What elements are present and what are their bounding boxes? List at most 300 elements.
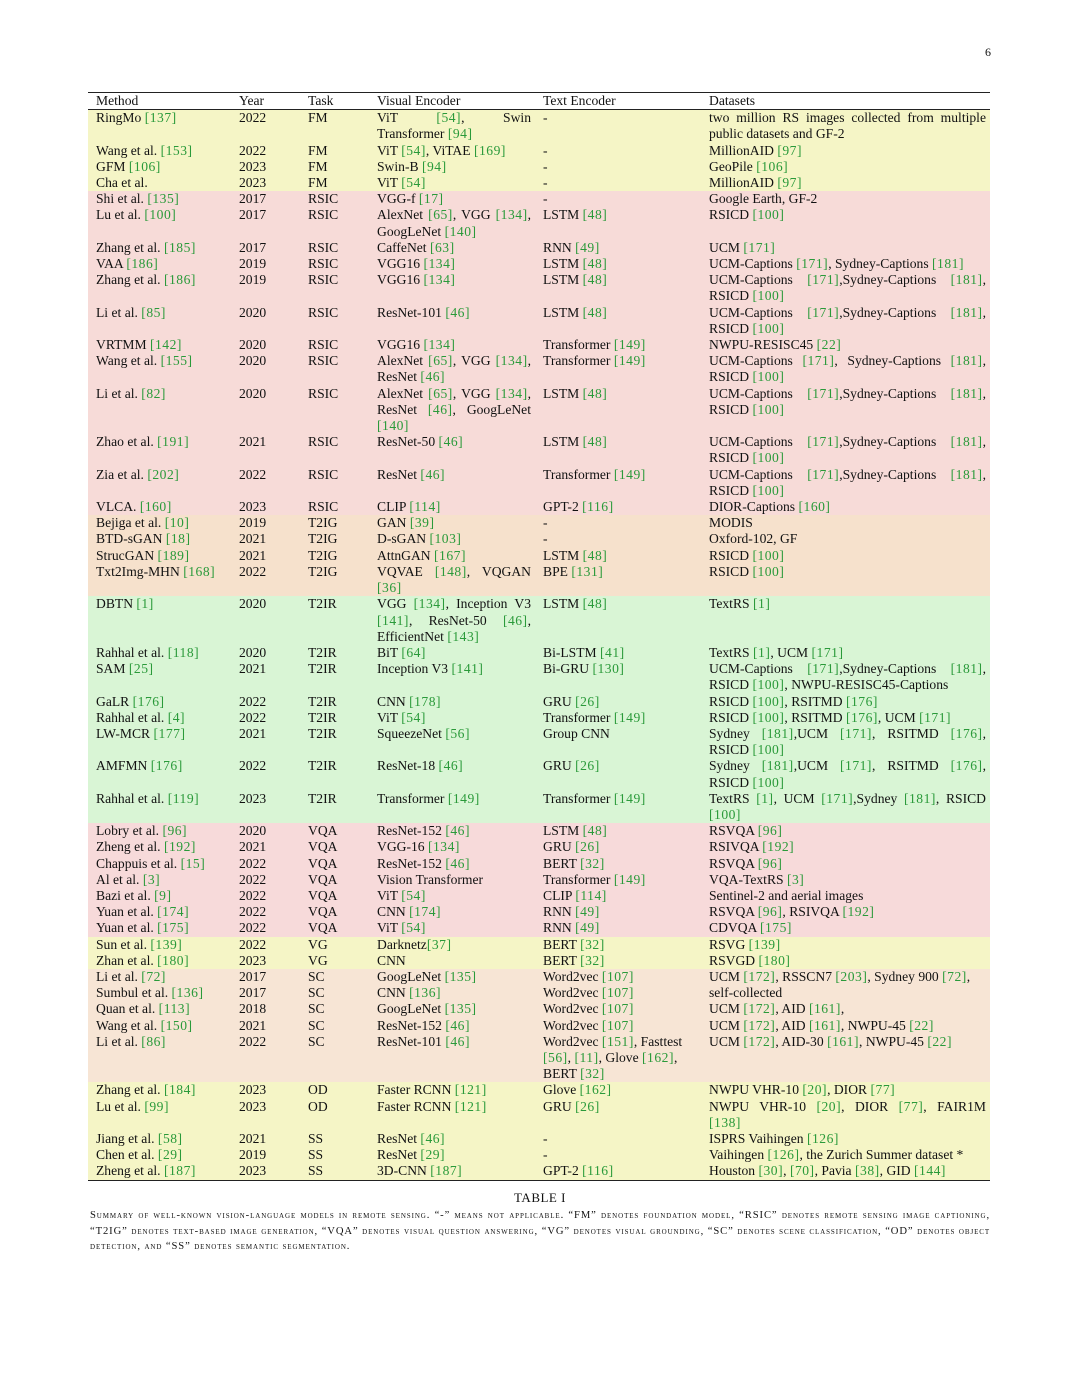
citation-ref: [65] <box>428 207 453 223</box>
cell-task: RSIC <box>308 207 339 223</box>
cell-year: 2021 <box>239 725 267 741</box>
citation-ref: [202] <box>147 466 180 482</box>
citation-ref: [46] <box>427 401 453 417</box>
cell-method: DBTN [1] <box>96 596 154 612</box>
citation-ref: [77] <box>898 1098 924 1114</box>
cell-text-encoder: BERT [32] <box>543 952 605 968</box>
cell-year: 2022 <box>239 855 267 871</box>
header-task: Task <box>300 93 369 110</box>
citation-ref: [48] <box>582 207 608 223</box>
cell-task: SC <box>308 1001 325 1017</box>
citation-ref: [3] <box>142 871 161 887</box>
cell-method: Zheng et al. [187] <box>88 1163 231 1180</box>
cell-visual-encoder: ViT [54], Swin Transformer [94] <box>377 110 532 142</box>
citation-ref: [134] <box>423 272 456 288</box>
citation-ref: [4] <box>167 709 186 725</box>
citation-ref: [107] <box>601 1017 634 1033</box>
cell-datasets: RSICD [100], RSITMD [176], UCM [171] <box>709 709 952 725</box>
citation-ref: [191] <box>157 434 190 450</box>
citation-ref: [22] <box>909 1017 934 1033</box>
table-row <box>88 1001 990 1017</box>
citation-ref: [172] <box>743 968 776 984</box>
cell-task: T2IG <box>308 547 338 563</box>
citation-ref: [171] <box>807 272 840 288</box>
citation-ref: [171] <box>840 725 872 741</box>
table-row <box>88 710 990 726</box>
citation-ref: [153] <box>160 142 193 158</box>
cell-method: Quan et al. [113] <box>96 1001 191 1017</box>
cell-year: 2021 <box>239 434 267 450</box>
cell-task: RSIC <box>308 337 339 353</box>
cell-datasets: CDVQA [175] <box>709 920 792 936</box>
citation-ref: [65] <box>428 353 453 369</box>
citation-ref: [85] <box>141 304 166 320</box>
cell-visual-encoder: CaffeNet [63] <box>377 239 455 255</box>
table-row <box>88 272 990 304</box>
cell-visual-encoder: AlexNet [65], VGG [134], ResNet [46] <box>377 353 532 385</box>
citation-ref: [174] <box>409 904 442 920</box>
citation-ref: [106] <box>128 158 161 174</box>
citation-ref: [114] <box>409 499 441 515</box>
cell-method: Zia et al. [202] <box>96 466 180 482</box>
citation-ref: [46] <box>420 369 446 385</box>
cell-task: T2IR <box>308 725 337 741</box>
cell-text-encoder: - <box>543 142 548 158</box>
citation-ref: [160] <box>798 499 831 515</box>
table-row <box>88 726 990 758</box>
citation-ref: [143] <box>447 628 480 644</box>
citation-ref: [106] <box>756 158 789 174</box>
cell-datasets: DIOR-Captions [160] <box>709 499 831 515</box>
citation-ref: [134] <box>413 596 446 612</box>
citation-ref: [97] <box>777 142 803 158</box>
cell-text-encoder: - <box>543 191 548 207</box>
citation-ref: [171] <box>807 304 840 320</box>
cell-task: RSIC <box>308 499 339 515</box>
cell-datasets: UCM [172], AID [161], NWPU-45 [22] <box>709 1017 934 1033</box>
citation-ref: [48] <box>582 434 608 450</box>
cell-text-encoder: Word2vec [107] <box>543 1001 634 1017</box>
cell-method: Wang et al. [155] <box>96 353 193 369</box>
cell-method: Li et al. [82] <box>96 385 166 401</box>
cell-datasets: NWPU VHR-10 [20], DIOR [77] <box>709 1082 896 1098</box>
cell-datasets: self-collected <box>709 985 783 1001</box>
cell-method: Txt2Img-MHN [168] <box>96 563 216 579</box>
cell-year: 2020 <box>239 337 267 353</box>
citation-ref: [178] <box>409 693 442 709</box>
citation-ref: [134] <box>495 385 528 401</box>
cell-method: VRTMM [142] <box>96 337 182 353</box>
citation-ref: [54] <box>401 142 426 158</box>
table-row <box>88 110 990 143</box>
cell-task: VG <box>308 936 328 952</box>
citation-ref: [181] <box>950 434 983 450</box>
cell-visual-encoder: VGG16 [134] <box>377 272 456 288</box>
citation-ref: [113] <box>158 1001 191 1017</box>
table-row <box>88 1034 990 1083</box>
citation-ref: [186] <box>126 256 159 272</box>
cell-task: SC <box>308 1033 325 1049</box>
citation-ref: [135] <box>444 1001 477 1017</box>
citation-ref: [171] <box>807 385 840 401</box>
table-row <box>88 240 990 256</box>
citation-ref: [149] <box>613 337 646 353</box>
citation-ref: [121] <box>454 1098 487 1114</box>
cell-text-encoder: Word2vec [107] <box>543 1017 634 1033</box>
cell-year: 2022 <box>239 936 267 952</box>
cell-datasets: two million RS images collected from multiple public datasets and GF-2 <box>709 110 986 142</box>
cell-method: Li et al. [86] <box>96 1033 166 1049</box>
citation-ref: [99] <box>144 1098 169 1114</box>
cell-text-encoder: LSTM [48] <box>543 823 608 839</box>
cell-datasets: Sydney [181],UCM [171], RSITMD [176], RSICD [100] <box>709 758 986 790</box>
citation-ref: [181] <box>950 304 983 320</box>
table-row <box>88 1131 990 1147</box>
citation-ref: [161] <box>808 1001 841 1017</box>
cell-year: 2022 <box>239 110 267 126</box>
citation-ref: [171] <box>807 466 840 482</box>
table-row <box>88 1163 990 1180</box>
cell-year: 2021 <box>239 1131 267 1146</box>
cell-datasets: GeoPile [106] <box>709 158 789 174</box>
citation-ref: [186] <box>163 272 196 288</box>
cell-method: Zhao et al. [191] <box>96 434 190 450</box>
citation-ref: [100] <box>752 207 785 223</box>
cell-text-encoder: - <box>543 531 548 547</box>
cell-method: GaLR [176] <box>96 693 165 709</box>
citation-ref: [48] <box>582 596 608 612</box>
citation-ref: [48] <box>582 272 608 288</box>
cell-datasets: Oxford-102, GF <box>709 531 798 547</box>
citation-ref: [56] <box>543 1049 568 1065</box>
citation-ref: [20] <box>802 1082 828 1098</box>
citation-ref: [100] <box>752 450 785 466</box>
citation-ref: [181] <box>932 256 964 272</box>
cell-text-encoder: RNN [49] <box>543 904 600 920</box>
citation-ref: [100] <box>752 547 785 563</box>
cell-method: Wang et al. [150] <box>96 1017 193 1033</box>
cell-year: 2017 <box>239 191 267 207</box>
cell-year: 2022 <box>239 1033 267 1049</box>
cell-method: VLCA. [160] <box>96 499 172 515</box>
citation-ref: [32] <box>580 1066 605 1082</box>
citation-ref: [100] <box>752 482 785 498</box>
citation-ref: [82] <box>141 385 166 401</box>
cell-datasets: TextRS [1] <box>709 596 771 612</box>
cell-text-encoder: Transformer [149] <box>543 871 646 887</box>
cell-text-encoder: Glove [162] <box>543 1082 612 1098</box>
citation-ref: [134] <box>495 207 528 223</box>
cell-datasets: UCM-Captions [171],Sydney-Captions [181], RSICD [100] <box>709 385 986 417</box>
citation-ref: [136] <box>171 985 204 1001</box>
citation-ref: [162] <box>642 1049 674 1065</box>
citation-ref: [26] <box>575 693 600 709</box>
citation-ref: [185] <box>163 239 196 255</box>
citation-ref: [181] <box>950 661 983 677</box>
citation-ref: [32] <box>580 936 605 952</box>
cell-task: FM <box>308 142 328 158</box>
citation-ref: [149] <box>613 353 646 369</box>
cell-visual-encoder: VGG-16 [134] <box>377 839 460 855</box>
cell-method: Bejiga et al. [10] <box>96 515 190 531</box>
summary-table-container <box>88 92 990 1181</box>
citation-ref: [18] <box>165 531 191 547</box>
header-datasets: Datasets <box>701 93 990 110</box>
citation-ref: [130] <box>592 661 625 677</box>
summary-table <box>88 92 990 1181</box>
cell-text-encoder: Bi-LSTM [41] <box>543 644 625 660</box>
cell-visual-encoder: VGG16 [134] <box>377 337 456 353</box>
cell-task: T2IG <box>308 531 338 547</box>
citation-ref: [171] <box>821 790 854 806</box>
cell-task: T2IR <box>308 596 337 612</box>
citation-ref: [172] <box>743 1017 776 1033</box>
table-row <box>88 823 990 839</box>
citation-ref: [64] <box>401 644 426 660</box>
cell-visual-encoder: ViT [54] <box>377 887 426 903</box>
citation-ref: [140] <box>444 223 477 239</box>
cell-method: Chen et al. [29] <box>96 1147 183 1163</box>
cell-visual-encoder: Darknetz[37] <box>377 936 452 952</box>
citation-ref: [171] <box>919 709 952 725</box>
citation-ref: [49] <box>575 239 600 255</box>
citation-ref: [56] <box>445 725 470 741</box>
citation-ref: [135] <box>147 191 180 207</box>
citation-ref: [181] <box>903 790 936 806</box>
cell-text-encoder: Transformer [149] <box>543 790 646 806</box>
header-method: Method <box>88 93 231 110</box>
citation-ref: [203] <box>835 968 868 984</box>
citation-ref: [139] <box>150 936 183 952</box>
cell-year: 2021 <box>239 1017 267 1033</box>
citation-ref: [172] <box>743 1033 776 1049</box>
cell-year: 2021 <box>239 661 267 677</box>
cell-year: 2022 <box>239 466 267 482</box>
citation-ref: [100] <box>752 320 785 336</box>
cell-visual-encoder: D-sGAN [103] <box>377 531 462 547</box>
cell-visual-encoder: SqueezeNet [56] <box>377 725 470 741</box>
cell-task: T2IR <box>308 709 337 725</box>
citation-ref: [96] <box>757 855 783 871</box>
cell-task: VQA <box>308 839 338 855</box>
cell-text-encoder: LSTM [48] <box>543 304 608 320</box>
citation-ref: [58] <box>157 1131 183 1146</box>
cell-text-encoder: RNN [49] <box>543 920 600 936</box>
cell-method: Zhan et al. [180] <box>96 952 190 968</box>
citation-ref: [169] <box>473 142 506 158</box>
cell-text-encoder: Transformer [149] <box>543 466 646 482</box>
cell-datasets: RSICD [100] <box>709 207 785 223</box>
cell-task: RSIC <box>308 353 339 369</box>
cell-datasets: RSVG [139] <box>709 936 781 952</box>
cell-visual-encoder: Vision Transformer <box>377 871 484 887</box>
cell-year: 2022 <box>239 709 267 725</box>
table-row <box>88 175 990 191</box>
citation-ref: [49] <box>575 920 600 936</box>
table-row <box>88 1099 990 1131</box>
cell-method: Zhang et al. [185] <box>96 239 196 255</box>
cell-text-encoder: LSTM [48] <box>543 434 608 450</box>
cell-datasets: UCM-Captions [171],Sydney-Captions [181], RSICD [100] <box>709 466 986 498</box>
header-visual-encoder: Visual Encoder <box>369 93 535 110</box>
citation-ref: [46] <box>438 434 464 450</box>
header-year: Year <box>231 93 300 110</box>
cell-year: 2023 <box>239 1098 267 1114</box>
citation-ref: [131] <box>571 563 604 579</box>
citation-ref: [187] <box>430 1163 463 1179</box>
cell-year: 2020 <box>239 644 267 660</box>
cell-datasets: Sentinel-2 and aerial images <box>709 887 864 903</box>
page-number: 6 <box>985 45 991 59</box>
cell-method: Lobry et al. [96] <box>96 823 188 839</box>
citation-ref: [151] <box>601 1033 634 1049</box>
cell-year: 2019 <box>239 272 267 288</box>
citation-ref: [175] <box>157 920 190 936</box>
table-row <box>88 564 990 596</box>
citation-ref: [181] <box>761 758 794 774</box>
cell-task: SS <box>300 1163 369 1180</box>
citation-ref: [1] <box>753 596 771 612</box>
citation-ref: [141] <box>451 661 484 677</box>
citation-ref: [107] <box>601 985 634 1001</box>
cell-datasets: Google Earth, GF-2 <box>709 191 818 207</box>
cell-text-encoder: LSTM [48] <box>543 256 608 272</box>
table-row <box>88 596 990 645</box>
citation-ref: [100] <box>752 693 785 709</box>
cell-text-encoder: - <box>543 1131 548 1146</box>
cell-text-encoder: - <box>543 158 548 174</box>
citation-ref: [138] <box>709 1114 741 1130</box>
cell-method: Lu et al. [100] <box>96 207 177 223</box>
citation-ref: [100] <box>752 369 785 385</box>
citation-ref: [20] <box>816 1098 842 1114</box>
citation-ref: [189] <box>157 547 190 563</box>
cell-task: VQA <box>308 887 338 903</box>
cell-year: 2020 <box>239 353 267 369</box>
citation-ref: [54] <box>436 110 462 126</box>
citation-ref: [155] <box>160 353 193 369</box>
citation-ref: [171] <box>840 758 872 774</box>
cell-datasets: RSVQA [96] <box>709 823 783 839</box>
cell-visual-encoder: ResNet [29] <box>377 1147 446 1163</box>
cell-visual-encoder: ResNet-101 [46] <box>377 1033 470 1049</box>
cell-method: LW-MCR [177] <box>96 725 186 741</box>
cell-year: 2020 <box>239 304 267 320</box>
citation-ref: [126] <box>767 1147 800 1163</box>
table-row <box>88 256 990 272</box>
citation-ref: [63] <box>429 239 455 255</box>
cell-task: T2IR <box>308 693 337 709</box>
cell-task: RSIC <box>308 434 339 450</box>
citation-ref: [46] <box>420 1131 446 1146</box>
cell-task: RSIC <box>308 272 339 288</box>
cell-datasets: MillionAID [97] <box>709 142 803 158</box>
cell-visual-encoder: CNN [174] <box>377 904 442 920</box>
citation-ref: [139] <box>748 936 781 952</box>
cell-visual-encoder: Swin-B [94] <box>377 158 447 174</box>
cell-method: Sun et al. [139] <box>96 936 183 952</box>
cell-text-encoder: LSTM [48] <box>543 596 608 612</box>
cell-task: T2IG <box>308 515 338 531</box>
table-row <box>88 386 990 435</box>
cell-year: 2022 <box>239 920 267 936</box>
table-row <box>88 791 990 823</box>
cell-method: Yuan et al. [174] <box>96 904 190 920</box>
citation-ref: [54] <box>401 920 426 936</box>
cell-method: AMFMN [176] <box>96 758 183 774</box>
citation-ref: [100] <box>752 774 785 790</box>
cell-datasets: RSICD [100] <box>709 563 785 579</box>
cell-visual-encoder: ViT [54] <box>377 709 426 725</box>
citation-ref: [96] <box>162 823 188 839</box>
citation-ref: [32] <box>580 952 605 968</box>
citation-ref: [25] <box>128 661 154 677</box>
cell-datasets: MODIS <box>709 515 753 531</box>
cell-year: 2020 <box>239 823 267 839</box>
cell-visual-encoder: VQVAE [148], VQGAN [36] <box>377 563 531 596</box>
cell-text-encoder: - <box>543 110 548 126</box>
citation-ref: [192] <box>163 839 196 855</box>
cell-text-encoder: RNN [49] <box>543 239 600 255</box>
cell-method: Zhang et al. [186] <box>96 272 196 288</box>
table-row <box>88 920 990 936</box>
citation-ref: [103] <box>429 531 462 547</box>
citation-ref: [10] <box>164 515 190 531</box>
cell-year: 2022 <box>239 887 267 903</box>
citation-ref: [29] <box>420 1147 446 1163</box>
cell-year: 2022 <box>239 693 267 709</box>
cell-datasets: UCM-Captions [171],Sydney-Captions [181], RSICD [100] <box>709 434 986 466</box>
citation-ref: [48] <box>582 823 608 839</box>
citation-ref: [94] <box>447 126 473 142</box>
cell-task: FM <box>308 175 328 191</box>
cell-visual-encoder: ViT [54] <box>377 175 426 191</box>
citation-ref: [134] <box>423 337 456 353</box>
cell-task: OD <box>308 1098 328 1114</box>
cell-year: 2019 <box>239 515 267 531</box>
cell-datasets: RSICD [100] <box>709 547 785 563</box>
table-row <box>88 499 990 515</box>
cell-method: Rahhal et al. [4] <box>96 709 186 725</box>
citation-ref: [114] <box>575 887 607 903</box>
cell-method: Shi et al. [135] <box>96 191 180 207</box>
citation-ref: [26] <box>575 839 600 855</box>
table-row <box>88 159 990 175</box>
citation-ref: [96] <box>757 904 783 920</box>
citation-ref: [46] <box>445 1017 470 1033</box>
cell-text-encoder: GRU [26] <box>543 758 600 774</box>
cell-task: SC <box>308 968 325 984</box>
cell-visual-encoder: ResNet-152 [46] <box>377 855 470 871</box>
citation-ref: [180] <box>157 952 190 968</box>
cell-task: SC <box>308 985 325 1001</box>
citation-ref: [100] <box>752 709 785 725</box>
citation-ref: [46] <box>445 855 470 871</box>
cell-visual-encoder: Inception V3 [141] <box>377 661 484 677</box>
cell-text-encoder: Transformer [149] <box>543 709 646 725</box>
cell-method: Li et al. [72] <box>96 968 166 984</box>
table-row <box>88 353 990 385</box>
table-row <box>88 661 990 693</box>
cell-year: 2023 <box>239 790 267 806</box>
cell-task: VQA <box>308 823 338 839</box>
cell-task: VG <box>308 952 328 968</box>
cell-task: SS <box>308 1147 324 1163</box>
citation-ref: [46] <box>445 823 470 839</box>
citation-ref: [126] <box>806 1131 839 1146</box>
cell-task: RSIC <box>308 385 339 401</box>
table-row <box>88 548 990 564</box>
